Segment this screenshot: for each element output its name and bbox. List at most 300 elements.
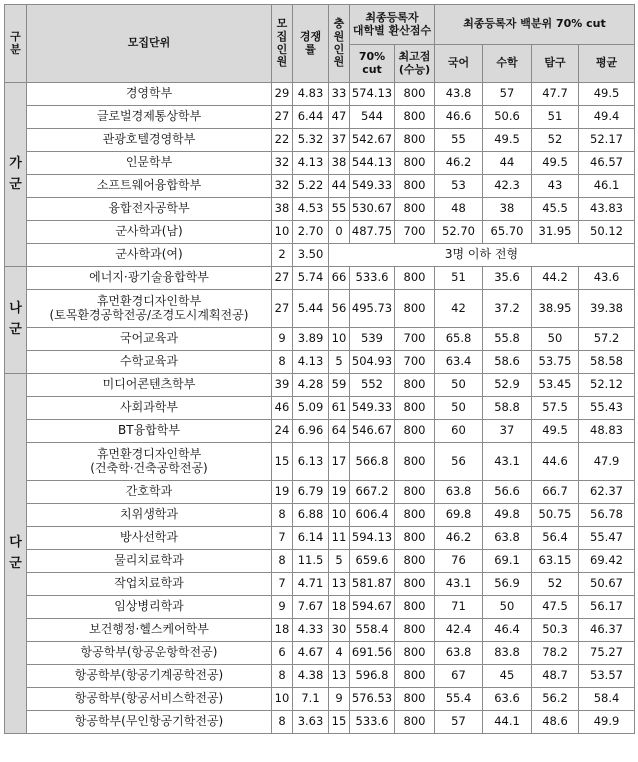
unit-name [27,443,272,481]
table-row [5,290,635,328]
header-quota-2: 집 [276,29,288,43]
group-label-char: 군 [9,322,22,337]
quota-cell: 27 [272,106,293,129]
inquiry-cell: 78.2 [532,642,579,665]
table-row [5,244,635,267]
score-cut-cell: 552 [350,374,395,397]
header-score-max [395,45,435,83]
korean-cell: 65.8 [435,328,483,351]
competition-rate-cell: 5.32 [293,129,329,152]
table-row [5,351,635,374]
additional-enrolled-cell: 64 [329,420,350,443]
unit-name [27,244,272,267]
header-compete [293,5,329,83]
table-row [5,443,635,481]
score-max-cell: 800 [395,642,435,665]
unit-name [27,397,272,420]
score-max-cell: 800 [395,152,435,175]
header-korean: 국어 [435,45,483,83]
inquiry-cell: 52 [532,129,579,152]
unit-name [27,642,272,665]
quota-cell: 7 [272,573,293,596]
competition-rate-cell: 4.71 [293,573,329,596]
score-max-cell: 700 [395,351,435,374]
unit-name [27,221,272,244]
quota-cell: 9 [272,596,293,619]
math-cell: 49.5 [483,129,532,152]
math-cell: 52.9 [483,374,532,397]
unit-name-line: 물리치료학과 [114,553,184,568]
korean-cell: 67 [435,665,483,688]
unit-name-line: 융합전자공학부 [108,201,190,216]
inquiry-cell: 44.6 [532,443,579,481]
score-max-cell: 700 [395,221,435,244]
unit-name [27,129,272,152]
competition-rate-cell: 5.74 [293,267,329,290]
average-cell: 49.5 [579,83,635,106]
score-cut-cell: 594.67 [350,596,395,619]
math-cell: 37.2 [483,290,532,328]
additional-enrolled-cell: 61 [329,397,350,420]
group-label-char: 나 [9,301,22,317]
unit-name [27,152,272,175]
score-max-cell: 800 [395,504,435,527]
score-cut-cell: 549.33 [350,397,395,420]
unit-name-line: 사회과학부 [120,400,178,415]
score-max-cell: 800 [395,397,435,420]
korean-cell: 48 [435,198,483,221]
quota-cell: 10 [272,688,293,711]
additional-enrolled-cell: 38 [329,152,350,175]
quota-cell: 22 [272,129,293,152]
table-row [5,129,635,152]
competition-rate-cell: 6.13 [293,443,329,481]
unit-name-line: 간호학과 [125,484,173,499]
inquiry-cell: 38.95 [532,290,579,328]
average-cell: 56.78 [579,504,635,527]
unit-name-line: 작업치료학과 [114,576,184,591]
korean-cell: 53 [435,175,483,198]
group-label-char: 다 [9,534,22,550]
unit-name [27,106,272,129]
table-row [5,106,635,129]
math-cell: 63.8 [483,527,532,550]
inquiry-cell: 51 [532,106,579,129]
header-enrolled-3: 인 [333,42,345,56]
inquiry-cell: 45.5 [532,198,579,221]
average-cell: 75.27 [579,642,635,665]
header-enrolled-1: 충 [333,17,345,31]
korean-cell: 56 [435,443,483,481]
table-row [5,573,635,596]
quota-cell: 8 [272,351,293,374]
quota-cell: 2 [272,244,293,267]
math-cell: 45 [483,665,532,688]
competition-rate-cell: 6.96 [293,420,329,443]
math-cell: 37 [483,420,532,443]
math-cell: 44.1 [483,711,532,734]
table-row [5,374,635,397]
inquiry-cell: 43 [532,175,579,198]
quota-cell: 7 [272,527,293,550]
quota-cell: 38 [272,198,293,221]
competition-rate-cell: 4.13 [293,152,329,175]
header-score-max-1: 최고점 [398,49,431,63]
score-cut-cell: 487.75 [350,221,395,244]
table-row [5,688,635,711]
unit-name-line: 군사학과(남) [115,224,183,239]
competition-rate-cell: 3.63 [293,711,329,734]
quota-cell: 18 [272,619,293,642]
admissions-results-table [4,4,635,734]
quota-cell: 32 [272,175,293,198]
score-cut-cell: 581.87 [350,573,395,596]
table-row [5,267,635,290]
unit-name-line: 항공학부(항공기계공학전공) [74,668,224,683]
quota-cell: 27 [272,290,293,328]
average-cell: 55.43 [579,397,635,420]
competition-rate-cell: 5.44 [293,290,329,328]
header-inquiry: 탐구 [532,45,579,83]
inquiry-cell: 49.5 [532,420,579,443]
unit-name [27,83,272,106]
additional-enrolled-cell: 0 [329,221,350,244]
unit-name-line: 관광호텔경영학부 [102,132,196,147]
header-gubun-char: 구 [10,29,21,43]
score-max-cell: 800 [395,175,435,198]
score-max-cell: 800 [395,711,435,734]
unit-name-line: 경영학부 [125,86,173,101]
unit-name [27,688,272,711]
table-row [5,175,635,198]
competition-rate-cell: 4.67 [293,642,329,665]
additional-enrolled-cell: 55 [329,198,350,221]
unit-name-line: 소프트웨어융합학부 [96,178,202,193]
average-cell: 52.12 [579,374,635,397]
score-cut-cell: 546.67 [350,420,395,443]
score-max-cell: 800 [395,665,435,688]
korean-cell: 55.4 [435,688,483,711]
score-cut-cell: 667.2 [350,481,395,504]
quota-cell: 15 [272,443,293,481]
inquiry-cell: 63.15 [532,550,579,573]
unit-name-line: BT융합학부 [118,423,180,438]
unit-name [27,420,272,443]
unit-name-line: 임상병리학과 [114,599,184,614]
competition-rate-cell: 3.50 [293,244,329,267]
unit-name-line: 군사학과(여) [115,247,183,262]
average-cell: 52.17 [579,129,635,152]
quota-cell: 8 [272,665,293,688]
korean-cell: 57 [435,711,483,734]
quota-cell: 19 [272,481,293,504]
inquiry-cell: 57.5 [532,397,579,420]
competition-rate-cell: 7.67 [293,596,329,619]
average-cell: 47.9 [579,443,635,481]
inquiry-cell: 56.4 [532,527,579,550]
additional-enrolled-cell: 56 [329,290,350,328]
unit-name-line: 인문학부 [125,155,173,170]
additional-enrolled-cell: 15 [329,711,350,734]
additional-enrolled-cell: 10 [329,504,350,527]
unit-name [27,175,272,198]
header-quota-4: 원 [276,55,288,69]
inquiry-cell: 66.7 [532,481,579,504]
additional-enrolled-cell: 5 [329,550,350,573]
additional-enrolled-cell: 33 [329,83,350,106]
score-max-cell: 800 [395,129,435,152]
korean-cell: 69.8 [435,504,483,527]
korean-cell: 50 [435,374,483,397]
quota-cell: 10 [272,221,293,244]
unit-name-line: 국어교육과 [120,331,178,346]
unit-name [27,198,272,221]
header-enrolled-2: 원 [333,29,345,43]
header-score-group-1: 최종등록자 [365,10,419,24]
unit-name [27,665,272,688]
header-quota-1: 모 [276,17,288,31]
math-cell: 49.8 [483,504,532,527]
competition-rate-cell: 5.09 [293,397,329,420]
score-cut-cell: 596.8 [350,665,395,688]
header-enrolled [329,5,350,83]
score-max-cell: 800 [395,527,435,550]
score-max-cell: 800 [395,374,435,397]
additional-enrolled-cell: 13 [329,665,350,688]
korean-cell: 43.1 [435,573,483,596]
additional-enrolled-cell: 47 [329,106,350,129]
math-cell: 65.70 [483,221,532,244]
header-math: 수학 [483,45,532,83]
score-max-cell: 800 [395,290,435,328]
unit-name [27,527,272,550]
table-row [5,221,635,244]
math-cell: 56.6 [483,481,532,504]
header-enrolled-4: 원 [333,55,345,69]
korean-cell: 46.2 [435,152,483,175]
table-row [5,642,635,665]
average-cell: 57.2 [579,328,635,351]
additional-enrolled-cell: 17 [329,443,350,481]
inquiry-cell: 52 [532,573,579,596]
score-max-cell: 800 [395,550,435,573]
unit-name [27,267,272,290]
inquiry-cell: 48.7 [532,665,579,688]
score-max-cell: 800 [395,420,435,443]
korean-cell: 60 [435,420,483,443]
additional-enrolled-cell: 37 [329,129,350,152]
score-cut-cell: 533.6 [350,267,395,290]
math-cell: 38 [483,198,532,221]
average-cell: 50.67 [579,573,635,596]
unit-name-line: 글로벌경제통상학부 [96,109,202,124]
math-cell: 58.8 [483,397,532,420]
average-cell: 69.42 [579,550,635,573]
math-cell: 50.6 [483,106,532,129]
unit-name [27,619,272,642]
quota-cell: 27 [272,267,293,290]
unit-name [27,481,272,504]
score-max-cell: 800 [395,267,435,290]
table-row [5,420,635,443]
korean-cell: 50 [435,397,483,420]
inquiry-cell: 50.75 [532,504,579,527]
header-avg: 평균 [579,45,635,83]
unit-name-line: 보건행정·헬스케어학부 [89,622,209,637]
score-max-cell: 800 [395,106,435,129]
quota-cell: 32 [272,152,293,175]
header-pct-group: 최종등록자 백분위 70% cut [435,5,635,45]
average-cell: 58.4 [579,688,635,711]
unit-name-line: 미디어콘텐츠학부 [102,377,196,392]
competition-rate-cell: 11.5 [293,550,329,573]
inquiry-cell: 53.45 [532,374,579,397]
additional-enrolled-cell: 66 [329,267,350,290]
quota-cell: 24 [272,420,293,443]
competition-rate-cell: 6.14 [293,527,329,550]
math-cell: 83.8 [483,642,532,665]
korean-cell: 76 [435,550,483,573]
math-cell: 57 [483,83,532,106]
score-cut-cell: 606.4 [350,504,395,527]
header-unit: 모집단위 [27,5,272,83]
unit-name-line: 항공학부(항공운항학전공) [80,645,218,660]
score-cut-cell: 539 [350,328,395,351]
average-cell: 46.57 [579,152,635,175]
math-cell: 44 [483,152,532,175]
math-cell: 46.4 [483,619,532,642]
score-cut-cell: 566.8 [350,443,395,481]
korean-cell: 63.8 [435,642,483,665]
table-row [5,711,635,734]
group-label-char: 군 [9,176,22,192]
score-cut-cell: 530.67 [350,198,395,221]
unit-name-line: 휴먼환경디자인학부 [96,446,202,461]
additional-enrolled-cell: 9 [329,688,350,711]
quota-cell: 8 [272,711,293,734]
additional-enrolled-cell: 13 [329,573,350,596]
korean-cell: 55 [435,129,483,152]
competition-rate-cell: 4.83 [293,83,329,106]
unit-name [27,550,272,573]
score-cut-cell: 533.6 [350,711,395,734]
group-label [5,374,27,734]
unit-name [27,711,272,734]
score-max-cell: 800 [395,596,435,619]
unit-name [27,351,272,374]
average-cell: 55.47 [579,527,635,550]
korean-cell: 51 [435,267,483,290]
unit-name-line: 수학교육과 [120,354,178,369]
header-score-cut-2: cut [362,62,382,76]
score-max-cell: 800 [395,443,435,481]
score-cut-cell: 549.33 [350,175,395,198]
quota-cell: 39 [272,374,293,397]
unit-name [27,374,272,397]
score-cut-cell: 576.53 [350,688,395,711]
competition-rate-cell: 3.89 [293,328,329,351]
competition-rate-cell: 4.33 [293,619,329,642]
korean-cell: 46.6 [435,106,483,129]
table-row [5,550,635,573]
additional-enrolled-cell: 30 [329,619,350,642]
math-cell: 43.1 [483,443,532,481]
header-score-cut [350,45,395,83]
table-row [5,328,635,351]
competition-rate-cell: 5.22 [293,175,329,198]
header-quota [272,5,293,83]
competition-rate-cell: 4.28 [293,374,329,397]
header-quota-3: 인 [276,42,288,56]
group-label-char: 가 [9,155,22,171]
math-cell: 42.3 [483,175,532,198]
score-cut-cell: 594.13 [350,527,395,550]
header-compete-1: 경쟁 [299,29,322,43]
korean-cell: 63.4 [435,351,483,374]
additional-enrolled-cell: 11 [329,527,350,550]
score-cut-cell: 544.13 [350,152,395,175]
unit-name-line: 방사선학과 [120,530,178,545]
score-cut-cell: 504.93 [350,351,395,374]
table-row [5,665,635,688]
quota-cell: 9 [272,328,293,351]
score-max-cell: 800 [395,83,435,106]
math-cell: 56.9 [483,573,532,596]
quota-cell: 8 [272,550,293,573]
unit-name-line: 에너지·광기술융합학부 [89,270,209,285]
inquiry-cell: 44.2 [532,267,579,290]
score-cut-cell: 691.56 [350,642,395,665]
korean-cell: 63.8 [435,481,483,504]
korean-cell: 43.8 [435,83,483,106]
score-cut-cell: 495.73 [350,290,395,328]
header-score-max-2: (수능) [398,62,431,76]
average-cell: 43.6 [579,267,635,290]
table-row [5,527,635,550]
table-row [5,397,635,420]
average-cell: 62.37 [579,481,635,504]
group-label-char: 군 [9,555,22,571]
header-score-cut-1: 70% [358,49,386,63]
table-row [5,198,635,221]
table-row [5,152,635,175]
score-max-cell: 800 [395,481,435,504]
korean-cell: 52.70 [435,221,483,244]
inquiry-cell: 50 [532,328,579,351]
header-gubun-char: 분 [10,42,21,56]
inquiry-cell: 49.5 [532,152,579,175]
average-cell: 43.83 [579,198,635,221]
additional-enrolled-cell: 10 [329,328,350,351]
additional-enrolled-cell: 59 [329,374,350,397]
quota-cell: 6 [272,642,293,665]
math-cell: 55.8 [483,328,532,351]
header-compete-2: 률 [305,42,316,56]
unit-name [27,328,272,351]
additional-enrolled-cell: 5 [329,351,350,374]
additional-enrolled-cell: 18 [329,596,350,619]
average-cell: 48.83 [579,420,635,443]
inquiry-cell: 56.2 [532,688,579,711]
header-score-group-2: 대학별 환산점수 [352,23,432,37]
table-row [5,619,635,642]
score-max-cell: 800 [395,688,435,711]
inquiry-cell: 47.7 [532,83,579,106]
inquiry-cell: 50.3 [532,619,579,642]
table-row [5,481,635,504]
quota-cell: 8 [272,504,293,527]
header-gubun [5,5,27,83]
